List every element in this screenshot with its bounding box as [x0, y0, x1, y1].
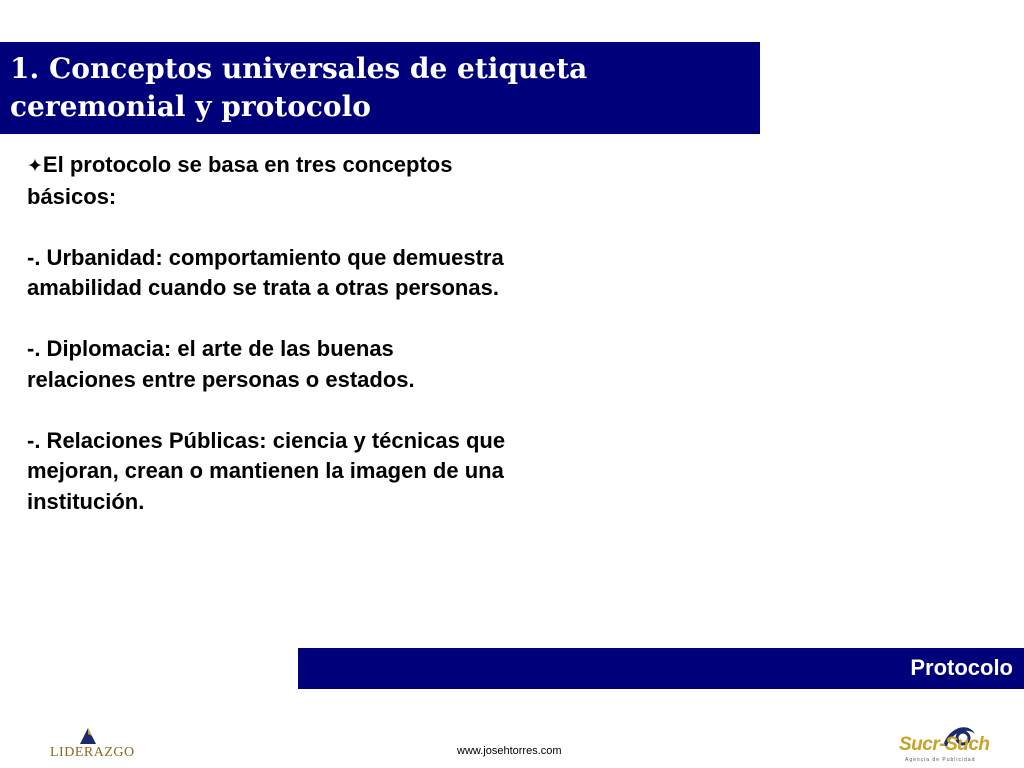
- footer-label: Protocolo: [910, 655, 1013, 680]
- relaciones-publicas-paragraph: -. Relaciones Públicas: ciencia y técnicas que mejoran, crean o mantienen la imagen de una institución.: [27, 427, 506, 514]
- website-url: www.josehtorres.com: [457, 745, 562, 757]
- intro-paragraph: [27, 150, 507, 212]
- sucr-such-logo-subtext: Agencia de Publicidad: [905, 757, 976, 763]
- diplomacia-paragraph: -. Diplomacia: el arte de las buenas relaciones entre personas o estados.: [27, 336, 415, 392]
- liderazgo-emblem-icon: [76, 726, 100, 746]
- sucr-such-logo-text: Sucr-Such: [899, 734, 990, 755]
- title-bar: [0, 42, 760, 134]
- slide-title-line-1: 1. Conceptos universales de etiqueta: [10, 52, 588, 85]
- sucr-such-logo: [895, 722, 990, 766]
- slide-body: [27, 150, 507, 517]
- footer-bar: [298, 648, 1024, 689]
- intro-text: El protocolo se basa en tres conceptos básicos:: [27, 152, 453, 209]
- liderazgo-logo-text: LIDERAZGO: [50, 745, 135, 760]
- slide-title-line-2: ceremonial y protocolo: [10, 90, 371, 123]
- four-pointed-star-icon: ✦: [27, 155, 43, 177]
- urbanidad-paragraph: -. Urbanidad: comportamiento que demuestra amabilidad cuando se trata a otras personas.: [27, 244, 504, 300]
- liderazgo-logo: [48, 726, 138, 764]
